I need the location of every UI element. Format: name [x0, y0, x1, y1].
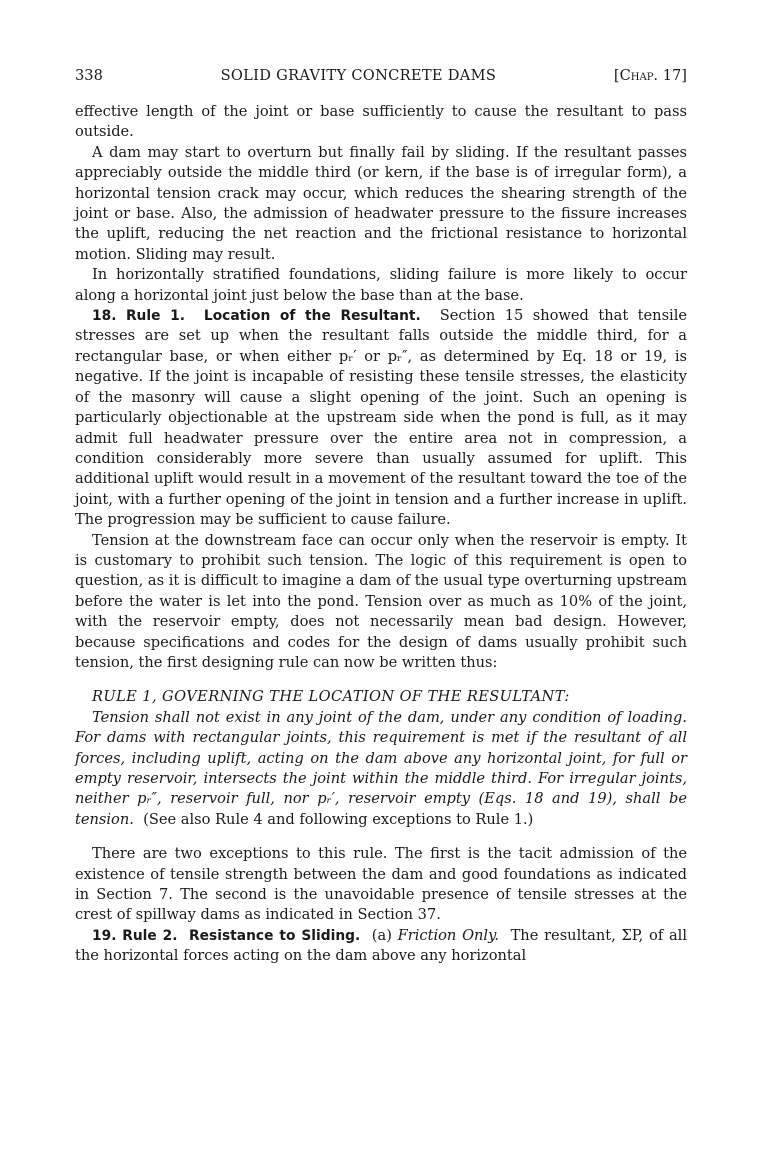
rule-1-italic-text: Tension shall not exist in any joint of the dam, under any condition of loading. For dams with rectangular joints, this requirement is met if the resultant of all forces, including uplift, acting on the dam above any horizontal joint, for full or empty reservoir, intersects the joint within the middle third. For irregular joints, neither pᵣ″, reservoir full, nor pᵣ′, reservoir empty (Eqs. 18 and 19), shall be tension. [75, 708, 687, 828]
section-18-text: Section 15 showed that tensile stresses are set up when the resultant falls outside the middle third, for a rectangular base, or when either pᵣ′ or pᵣ″, as determined by Eq. 18 or 19, is negative. If the joint is incapable of resisting these tensile stresses, the elasticity of the masonry will cause a slight opening of the joint. Such an opening is particularly objectionable at the upstream side when the pond is full, as it may admit full headwater pressure over the entire area not in compression, a condition considerably more severe than usually assumed for uplift. This additional uplift would result in a movement of the resultant toward the toe of the joint, with a further opening of the joint in tension and a further increase in uplift. The progression may be sufficient to cause failure. [75, 307, 688, 529]
section-rule-label: Rule 2. [122, 927, 178, 944]
section-19-paragraph [75, 926, 687, 967]
subsection-title: Friction Only. [397, 926, 500, 944]
page-number: 338 [75, 67, 103, 84]
subsection-label: (a) [371, 926, 392, 944]
section-18-paragraph [75, 306, 687, 530]
section-number: 18. [92, 308, 117, 325]
rule-1-heading: RULE 1, GOVERNING THE LOCATION OF THE RESULTANT: [92, 688, 570, 706]
paragraph-downstream-tension: Tension at the downstream face can occur only when the reservoir is empty. It is customary to prohibit such tension. The logic of this requirement is open to question, as it is difficult to imagine a dam of the usual type overturning upstream before the water is let into the pond. Tension over as much as 10% of the joint, with the reservoir empty, does not necessarily mean bad design. However, because specifications and codes for the design of dams usually prohibit such tension, the first designing rule can now be written thus: [75, 531, 687, 671]
paragraph-overturn-sliding: A dam may start to overturn but finally fail by sliding. If the resultant passes appreciably outside the middle third (or kern, if the base is of irregular form), a horizontal tension crack may occur, which reduces the shearing strength of the joint or base. Also, the admission of headwater pressure to the fissure increases the uplift, reducing the net reaction and the frictional resistance to horizontal motion. Sliding may result. [75, 143, 687, 263]
rule-1-text [75, 708, 687, 830]
section-19-text: The resultant, ΣP, of all the horizontal forces acting on the dam above any horizontal [75, 926, 688, 965]
running-title: SOLID GRAVITY CONCRETE DAMS [220, 67, 497, 84]
running-head [75, 66, 687, 86]
paragraph-exceptions: There are two exceptions to this rule. The first is the tacit admission of the existence of tensile strength between the dam and good foundations as indicated in Section 7. The second is the unavoidable presence of tensile stresses at the crest of spillway dams as indicated in Section 37. [75, 845, 687, 924]
paragraph-stratified-foundations: In horizontally stratified foundations, sliding failure is more likely to occur along a horizontal joint just below the base than at the base. [75, 266, 687, 304]
rule-1-block [75, 687, 687, 830]
page [75, 66, 687, 967]
chapter-label: [Chap. 17] [613, 67, 687, 84]
section-title: Location of the Resultant. [203, 308, 421, 325]
paragraph-continuation: effective length of the joint or base sufficiently to cause the resultant to pass outside. [75, 103, 687, 141]
rule-1-note: (See also Rule 4 and following exceptions to Rule 1.) [143, 810, 534, 828]
section-title: Resistance to Sliding. [189, 927, 361, 944]
section-rule-label: Rule 1. [125, 308, 185, 325]
section-number: 19. [92, 927, 117, 944]
